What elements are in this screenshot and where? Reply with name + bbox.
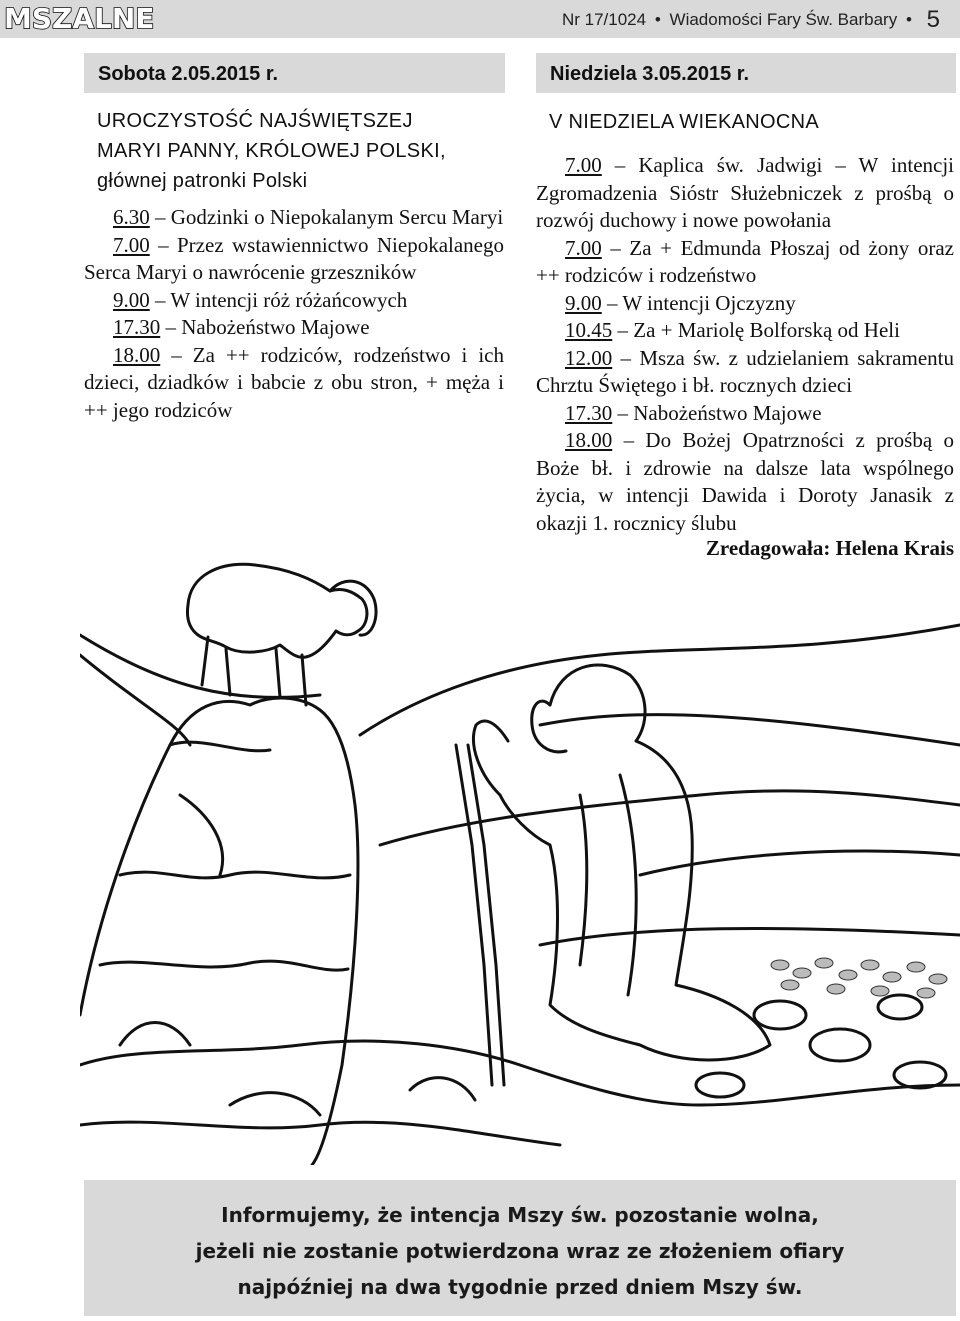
mass-time: 7.00 [565,235,602,260]
mass-time: 7.00 [565,153,602,177]
mass-time: 9.00 [565,290,602,315]
mass-list-sunday [536,152,954,537]
shepherd-staff [456,745,504,1085]
notice-line: najpóźniej na dwa tygodnie przed dniem Mszy św. [237,1275,803,1299]
mass-time: 9.00 [113,287,150,312]
feast-title-left [97,106,517,196]
editor-signature: Zredagowała: Helena Krais [705,536,954,560]
mass-intention: – Przez wstawiennictwo Niepokalanego Serca Maryi o nawrócenie grzeszników [84,232,504,284]
mass-entry [84,204,504,232]
mass-intention: – Kaplica św. Jadwigi – W intencji Zgromadzenia Sióstr Służebniczek z prośbą o rozwój duchowy i nowe powołania [536,153,954,232]
intention-notice [84,1180,956,1316]
feast-title-right [549,107,959,137]
mass-entry [536,317,954,345]
feast-line: V NIEDZIELA WIEKANOCNA [549,111,819,133]
mass-list-saturday [84,204,504,424]
feast-line: MARYI PANNY, KRÓLOWEJ POLSKI, [97,140,446,162]
mass-entry [84,232,504,287]
mass-time: 7.00 [113,232,150,257]
day-heading-sunday: Niedziela 3.05.2015 r. [536,53,956,93]
mass-time: 10.45 [565,318,613,342]
mass-time: 6.30 [113,205,150,229]
mass-time: 18.00 [113,342,161,367]
feast-line: głównej patronki Polski [97,170,308,192]
mass-intention: – Nabożeństwo Majowe [612,400,822,425]
section-title: MSZALNE [4,2,155,35]
mass-time: 17.30 [565,400,613,425]
mass-entry [536,400,954,428]
hills [360,625,960,735]
mass-entry [536,427,954,537]
page-number: 5 [926,6,940,33]
mass-entry [536,235,954,290]
mass-entry [84,287,504,315]
bullet-separator: • [905,10,912,29]
publication-name: Wiadomości Fary Św. Barbary [669,10,898,29]
sheep-legs [202,637,306,705]
good-shepherd-illustration [80,545,960,1165]
mass-entry [84,314,504,342]
mass-time: 18.00 [565,428,613,452]
mass-time: 12.00 [565,345,613,370]
notice-line: Informujemy, że intencja Mszy św. pozostanie wolna, [221,1203,819,1227]
mass-entry [536,290,954,318]
distant-flock [771,958,947,998]
mass-entry [84,342,504,425]
mass-intention: – Za + Edmunda Płoszaj od żony oraz ++ rodziców i rodzeństwo [536,235,954,287]
mass-entry [536,345,954,400]
cliff-rock [80,698,358,1165]
header-info [562,6,940,34]
mass-intention: – Nabożeństwo Majowe [160,315,370,339]
mass-time: 17.30 [113,315,161,339]
bullet-separator: • [654,10,661,29]
foreground-stones [80,1041,960,1105]
issue-number: Nr 17/1024 [561,10,647,29]
mass-intention: – Msza św. z udzielaniem sakramentu Chrztu Świętego i bł. rocznych dzieci [536,345,954,397]
mass-intention: – Do Bożej Opatrzności z prośbą o Boże bł. i zdrowie na dalsze lata wspólnego życia, w intencji Dawida i Doroty Janasik z okazji 1. rocznicy ślubu [536,428,954,535]
notice-line: jeżeli nie zostanie potwierdzona wraz ze złożeniem ofiary [195,1239,845,1263]
mass-intention: – W intencji Ojczyzny [601,290,796,315]
sheep-body [187,564,366,657]
mass-intention: – Za + Mariolę Bolforską od Heli [612,318,900,342]
day-heading-saturday: Sobota 2.05.2015 r. [84,53,505,93]
feast-line: UROCZYSTOŚĆ NAJŚWIĘTSZEJ [97,110,413,132]
mass-entry [536,152,954,235]
mass-intention: – Godzinki o Niepokalanym Sercu Maryi [149,205,504,229]
mass-intention: – W intencji róż różańcowych [149,287,408,312]
mass-intention: – Za ++ rodziców, rodzeństwo i ich dzieci, dziadków i babcie z obu stron, + męża i ++ jego rodziców [84,342,504,422]
